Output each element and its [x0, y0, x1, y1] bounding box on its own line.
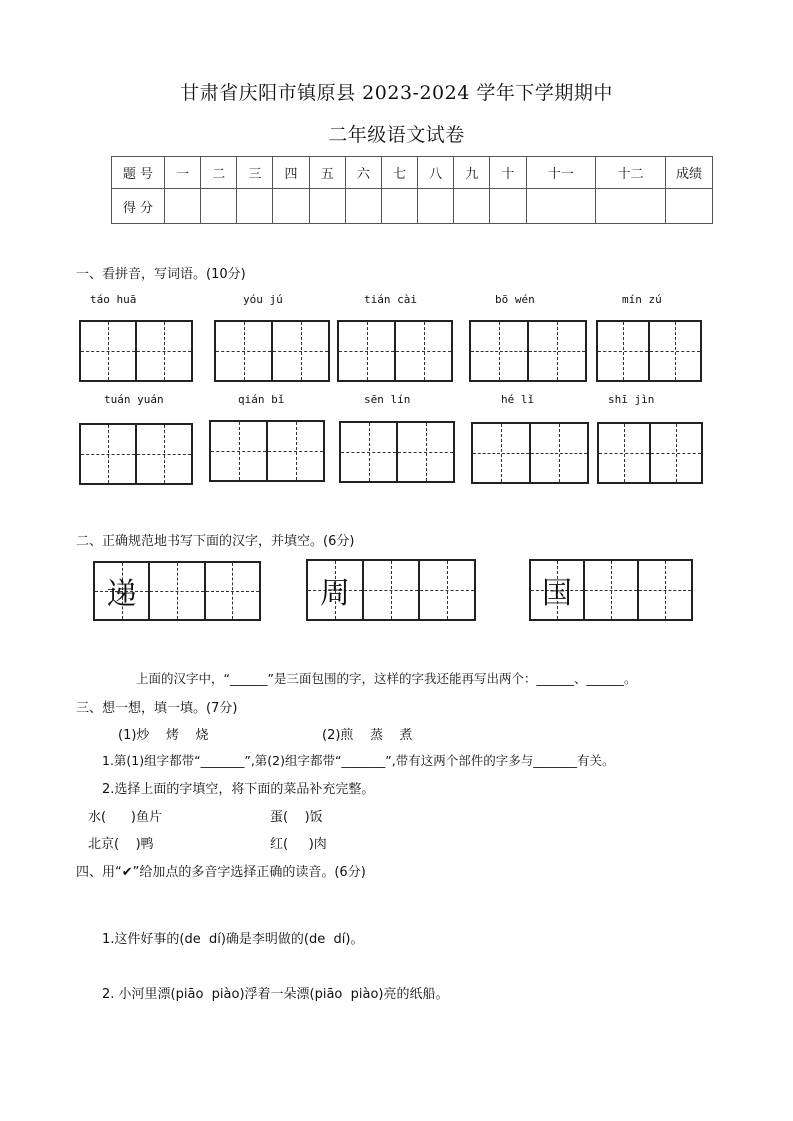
table-cell: 八 — [418, 157, 454, 189]
word-group-2: (2)煎 蒸 煮 — [322, 728, 413, 743]
grid-cell[interactable] — [137, 322, 191, 380]
table-cell: 得 分 — [112, 189, 165, 224]
pinyin-label: shī jìn — [608, 393, 655, 406]
word-group-1: (1)炒 烤 烧 — [118, 728, 209, 743]
dish-fill-blank: 北京( )鸭 — [88, 837, 154, 852]
grid-cell[interactable] — [639, 561, 691, 619]
grid-cell[interactable] — [585, 561, 639, 619]
pinyin-label: sēn lín — [364, 393, 411, 406]
grid-cell[interactable] — [341, 423, 398, 481]
grid-cell[interactable] — [211, 422, 268, 480]
writing-grid[interactable] — [209, 420, 325, 482]
grid-cell[interactable] — [398, 423, 453, 481]
page-title: 甘肃省庆阳市镇原县 2023-2024 学年下学期期中 — [180, 82, 613, 104]
score-input-cell[interactable] — [165, 189, 201, 224]
table-cell: 三 — [237, 157, 273, 189]
pinyin-label: mín zú — [622, 293, 662, 306]
grid-cell[interactable] — [531, 424, 587, 482]
grid-cell — [308, 561, 364, 619]
section4-question-2: 2. 小河里漂(piāo piào)浮着一朵漂(piāo piào)亮的纸船。 — [102, 987, 449, 1002]
table-row — [112, 189, 713, 224]
pinyin-label: táo huā — [90, 293, 137, 306]
grid-cell[interactable] — [529, 322, 585, 380]
table-cell: 六 — [345, 157, 381, 189]
grid-cell[interactable] — [473, 424, 531, 482]
page-subtitle: 二年级语文试卷 — [328, 124, 465, 146]
writing-grid[interactable] — [93, 561, 261, 621]
pinyin-label: hé lǐ — [501, 393, 535, 406]
grid-cell[interactable] — [339, 322, 396, 380]
section2-heading: 二、正确规范地书写下面的汉字，并填空。(6分) — [76, 534, 355, 549]
table-cell: 十二 — [596, 157, 666, 189]
table-cell: 成绩 — [666, 157, 713, 189]
grid-cell[interactable] — [150, 563, 205, 619]
table-cell: 二 — [201, 157, 237, 189]
score-input-cell[interactable] — [381, 189, 417, 224]
table-cell: 五 — [309, 157, 345, 189]
writing-grid[interactable] — [469, 320, 587, 382]
score-input-cell[interactable] — [418, 189, 454, 224]
writing-grid[interactable] — [79, 320, 193, 382]
writing-grid[interactable] — [597, 422, 703, 484]
grid-cell[interactable] — [396, 322, 451, 380]
writing-grid[interactable] — [339, 421, 455, 483]
score-input-cell[interactable] — [201, 189, 237, 224]
score-input-cell[interactable] — [237, 189, 273, 224]
pinyin-label: qián bǐ — [238, 393, 285, 406]
grid-cell[interactable] — [137, 425, 191, 483]
section3-question-1: 1.第(1)组字都带“_______”,第(2)组字都带“_______”,带有这两个部件的字多与_______有关。 — [102, 753, 615, 768]
writing-grid[interactable] — [337, 320, 453, 382]
pinyin-label: yóu jú — [243, 293, 283, 306]
grid-cell[interactable] — [650, 322, 700, 380]
model-character: 国 — [542, 576, 572, 611]
grid-cell[interactable] — [81, 322, 137, 380]
grid-cell[interactable] — [81, 425, 137, 483]
score-input-cell[interactable] — [596, 189, 666, 224]
table-cell: 九 — [454, 157, 490, 189]
model-character: 递 — [106, 577, 137, 612]
score-input-cell[interactable] — [454, 189, 490, 224]
model-character: 周 — [320, 576, 350, 611]
grid-cell — [531, 561, 585, 619]
section3-question-2: 2.选择上面的字填空，将下面的菜品补充完整。 — [102, 782, 375, 797]
grid-cell[interactable] — [598, 322, 650, 380]
writing-grid[interactable] — [471, 422, 589, 484]
dish-fill-blank: 水( )鱼片 — [88, 810, 162, 825]
section4-heading: 四、用“✔”给加点的多音字选择正确的读音。(6分) — [76, 865, 366, 880]
score-table — [111, 156, 713, 224]
pinyin-label: tuán yuán — [104, 393, 164, 406]
grid-cell[interactable] — [273, 322, 328, 380]
section1-heading: 一、看拼音，写词语。(10分) — [76, 267, 246, 282]
dish-fill-blank: 红( )肉 — [270, 837, 327, 852]
writing-grid[interactable] — [214, 320, 330, 382]
grid-cell[interactable] — [599, 424, 651, 482]
grid-cell[interactable] — [471, 322, 529, 380]
score-input-cell[interactable] — [490, 189, 526, 224]
grid-cell[interactable] — [268, 422, 323, 480]
score-input-cell[interactable] — [666, 189, 713, 224]
table-cell: 题 号 — [112, 157, 165, 189]
table-cell: 七 — [381, 157, 417, 189]
table-cell: 十一 — [526, 157, 596, 189]
dish-fill-blank: 蛋( )饭 — [270, 810, 323, 825]
grid-cell[interactable] — [651, 424, 701, 482]
score-input-cell[interactable] — [273, 189, 309, 224]
section4-question-1: 1.这件好事的(de dí)确是李明做的(de dí)。 — [102, 932, 364, 947]
table-cell: 一 — [165, 157, 201, 189]
pinyin-label: tián cài — [364, 293, 417, 306]
writing-grid[interactable] — [596, 320, 702, 382]
grid-cell — [95, 563, 150, 619]
section3-heading: 三、想一想，填一填。(7分) — [76, 701, 238, 716]
section2-fill-question: 上面的汉字中，“______”是三面包围的字，这样的字我还能再写出两个：______、______。 — [136, 671, 637, 686]
score-input-cell[interactable] — [345, 189, 381, 224]
grid-cell[interactable] — [420, 561, 474, 619]
pinyin-label: bō wén — [495, 293, 535, 306]
writing-grid[interactable] — [306, 559, 476, 621]
writing-grid[interactable] — [79, 423, 193, 485]
table-row — [112, 157, 713, 189]
table-cell: 十 — [490, 157, 526, 189]
score-input-cell[interactable] — [526, 189, 596, 224]
grid-cell[interactable] — [206, 563, 259, 619]
grid-cell[interactable] — [364, 561, 420, 619]
table-cell: 四 — [273, 157, 309, 189]
grid-cell[interactable] — [216, 322, 273, 380]
score-input-cell[interactable] — [309, 189, 345, 224]
writing-grid[interactable] — [529, 559, 693, 621]
